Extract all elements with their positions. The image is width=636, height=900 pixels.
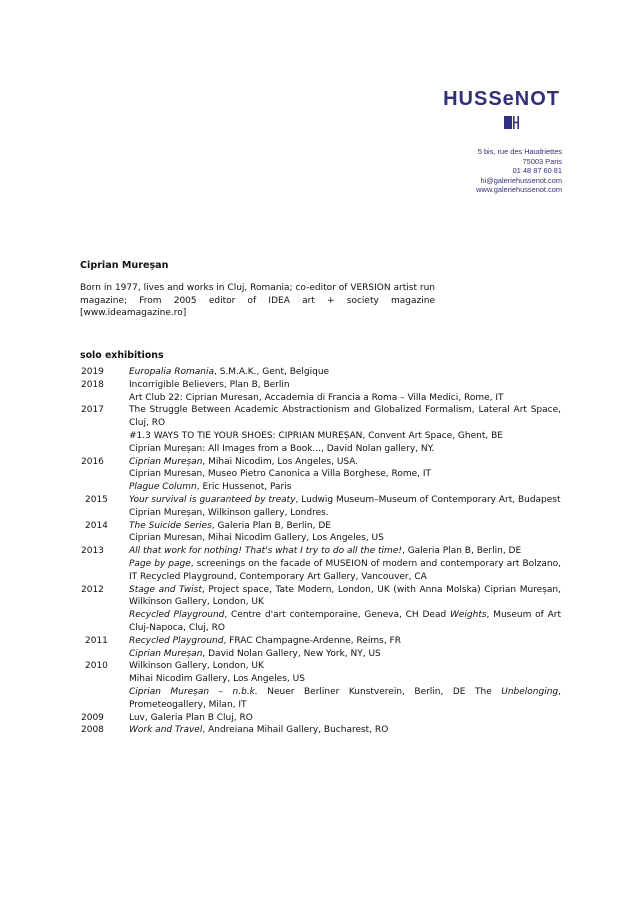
exhibition-entries [129, 456, 561, 494]
exhibition-text: Wilkinson Gallery, London, UK [129, 661, 264, 672]
gallery-logo: HUSSeNOT [443, 88, 560, 110]
exhibition-title-italic: Unbelonging [501, 686, 559, 697]
exhibition-text: Mihai Nicodim Gallery, Los Angeles, US [129, 674, 305, 685]
gallery-logo-mark-icon [504, 116, 519, 129]
exhibition-title-italic: Ciprian Mureșan [129, 456, 203, 467]
exhibition-year-row [81, 366, 561, 379]
exhibition-year-row [81, 712, 561, 725]
exhibition-entries [129, 520, 561, 546]
address-city: 75003 Paris [522, 156, 562, 166]
exhibition-title-italic: Work and Travel [129, 725, 203, 736]
exhibition-entry [129, 609, 561, 635]
email-link[interactable]: hi@galeriehussenot.com [480, 175, 562, 185]
exhibition-text: , Galeria Plan B, Berlin, DE [401, 546, 522, 557]
exhibition-text: , FRAC Champagne-Ardenne, Reims, FR [223, 635, 401, 646]
exhibition-title-italic: Recycled Playground [129, 635, 224, 646]
exhibition-text: , Project space, Tate Modern, London, UK (with Anna Molska) Ciprian Mureșan, Wilkinson Gallery, London, UK [129, 584, 561, 608]
exhibition-title-italic: Your survival is guaranteed by treaty [129, 494, 296, 505]
exhibition-year-row [81, 584, 561, 635]
exhibition-text: The Struggle Between Academic Abstractionism and Globalized Formalism, Lateral Art Space, Cluj, RO [129, 405, 561, 429]
exhibition-year-row [81, 494, 561, 520]
website-link[interactable]: www.galeriehussenot.com [476, 185, 562, 195]
exhibition-entry [129, 558, 561, 584]
exhibition-text: , screenings on the facade of MUSEION of modern and contemporary art Bolzano, IT Recycled Playground, Contemporary Art Gallery, Vancouver, CA [129, 558, 561, 582]
exhibition-year: 2019 [81, 367, 104, 377]
exhibition-year-row [81, 379, 561, 405]
exhibition-entry [129, 712, 561, 725]
exhibition-entry [129, 686, 561, 712]
exhibition-entries [129, 404, 561, 455]
exhibition-year: 2010 [85, 661, 108, 672]
section-title: solo exhibitions [80, 350, 164, 361]
exhibition-text: Neuer Berliner Kunstverein, Berlin, DE The [257, 686, 502, 697]
exhibition-text: , Eric Hussenot, Paris [196, 482, 292, 493]
exhibition-text: , David Nolan Gallery, New York, NY, US [202, 648, 381, 659]
exhibition-year: 2011 [85, 635, 108, 646]
exhibition-entries [129, 635, 561, 661]
exhibition-year: 2017 [81, 405, 104, 416]
exhibition-text: #1.3 WAYS TO TIE YOUR SHOES: CIPRIAN MUREȘAN, Convent Art Space, Ghent, BE [129, 430, 503, 441]
exhibition-entry [129, 392, 561, 405]
exhibition-entry [129, 366, 561, 379]
exhibition-title-italic: All that work for nothing! That's what I try to do all the time! [129, 546, 402, 557]
exhibition-list [81, 366, 561, 737]
exhibition-entry [129, 456, 561, 469]
exhibition-entries [129, 660, 561, 711]
exhibition-year-row [81, 724, 561, 737]
exhibition-entry [129, 724, 561, 737]
exhibition-entry [129, 673, 561, 686]
exhibition-text: Luv, Galeria Plan B Cluj, RO [129, 712, 253, 723]
exhibition-title-italic: Recycled Playground [129, 610, 225, 621]
exhibition-entry [129, 635, 561, 648]
exhibition-text: , Andreiana Mihail Gallery, Bucharest, RO [202, 725, 389, 736]
exhibition-entry [129, 481, 561, 494]
exhibition-title-italic: Ciprian Mureșan – n.b.k. [129, 686, 258, 697]
exhibition-title-italic: The Suicide Series [129, 520, 212, 531]
exhibition-entry [129, 468, 561, 481]
exhibition-entry [129, 430, 561, 443]
exhibition-year-row [81, 660, 561, 711]
exhibition-year-row [81, 520, 561, 546]
exhibition-text: , Museum of Art Cluj-Napoca, Cluj, RO [129, 610, 561, 633]
exhibition-entry [129, 520, 561, 533]
exhibition-entry [129, 584, 561, 610]
exhibition-text: , S.M.A.K., Gent, Belgique [213, 367, 330, 377]
exhibition-text: Ciprian Muresan, Mihai Nicodim Gallery, Los Angeles, US [129, 533, 384, 544]
exhibition-text: , Galeria Plan B, Berlin, DE [211, 520, 331, 531]
exhibition-entry [129, 494, 561, 507]
exhibition-year: 2009 [81, 712, 104, 723]
exhibition-year-row [81, 545, 561, 583]
exhibition-text: , Prometeogallery, Milan, IT [129, 686, 561, 710]
artist-bio: Born in 1977, lives and works in Cluj, Romania; co-editor of VERSION artist run magazine; From 2005 editor of IDEA art + society magazine [www.ideamagazine.ro] [80, 283, 435, 319]
exhibition-entry [129, 379, 561, 392]
exhibition-year-row [81, 456, 561, 494]
exhibition-entry [129, 532, 561, 545]
exhibition-text: Art Club 22: Ciprian Muresan, Accademia di Francia a Roma – Villa Medici, Rome, IT [129, 392, 504, 403]
gallery-contact-block [476, 147, 562, 195]
exhibition-text: Incorrigible Believers, Plan B, Berlin [129, 379, 290, 390]
exhibition-entries [129, 379, 561, 405]
exhibition-entry [129, 545, 561, 558]
exhibition-text: , Mihai Nicodim, Los Angeles, USA. [202, 456, 359, 467]
address-street: 5 bis, rue des Haudriettes [477, 147, 562, 156]
exhibition-text: , Ludwig Museum–Museum of Contemporary Art, Budapest [295, 494, 561, 505]
exhibition-entry [129, 507, 561, 520]
exhibition-entries [129, 545, 561, 583]
exhibition-title-italic: Plague Column [129, 482, 197, 493]
exhibition-title-italic: Page by page [129, 558, 191, 569]
exhibition-title-italic: Europalia Romania [129, 367, 214, 377]
exhibition-text: Ciprian Mureșan: All Images from a Book..., David Nolan gallery, NY. [129, 443, 435, 454]
exhibition-entries [129, 366, 561, 379]
exhibition-entries [129, 494, 561, 520]
exhibition-entry [129, 404, 561, 430]
exhibition-year-row [81, 635, 561, 661]
exhibition-entry [129, 443, 561, 456]
exhibition-year: 2015 [85, 494, 108, 505]
exhibition-text: Ciprian Muresan, Museo Pietro Canonica a Villa Borghese, Rome, IT [129, 469, 432, 480]
exhibition-year: 2016 [81, 456, 104, 467]
exhibition-text: , Centre d'art contemporaine, Geneva, CH Dead [224, 610, 450, 621]
artist-name: Ciprian Mureșan [80, 260, 169, 271]
exhibition-year: 2014 [85, 520, 108, 531]
exhibition-title-italic: Weights [449, 610, 487, 621]
exhibition-text: Ciprian Mureșan, Wilkinson gallery, Londres. [129, 507, 329, 518]
exhibition-title-italic: Ciprian Mureșan [129, 648, 203, 659]
exhibition-year-row [81, 404, 561, 455]
exhibition-year: 2013 [81, 546, 104, 557]
exhibition-entry [129, 648, 561, 661]
exhibition-entry [129, 660, 561, 673]
exhibition-year: 2018 [81, 379, 104, 390]
phone-number: 01 48 87 60 81 [512, 166, 562, 176]
exhibition-entries [129, 584, 561, 635]
exhibition-year: 2012 [81, 584, 104, 595]
exhibition-year: 2008 [81, 725, 104, 736]
exhibition-entries [129, 724, 561, 737]
exhibition-title-italic: Stage and Twist [129, 584, 202, 595]
exhibition-entries [129, 712, 561, 725]
